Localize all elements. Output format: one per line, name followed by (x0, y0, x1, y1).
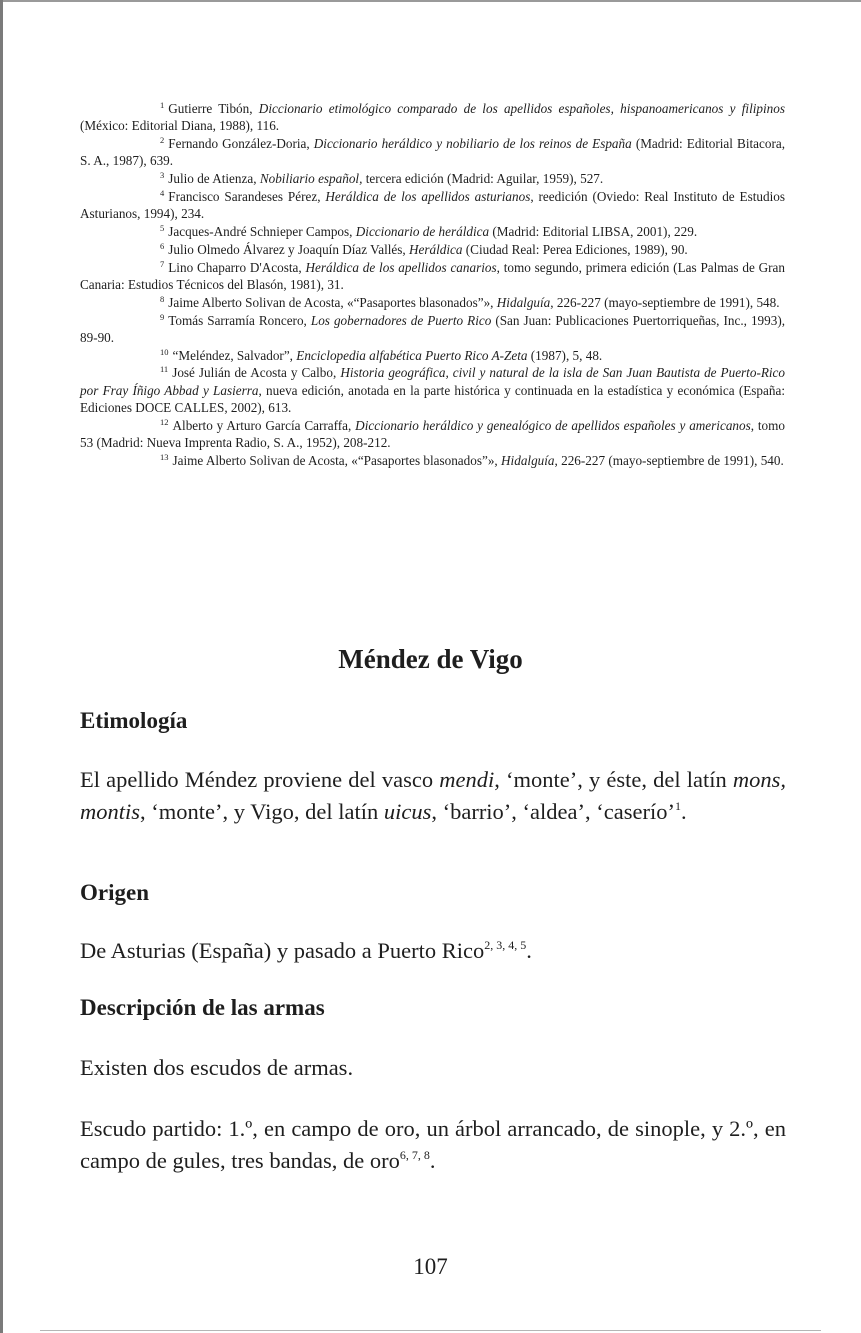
footnote-6: $^6$ Julio Olmedo Álvarez y Joaquín Díaz Vallés, Heráldica (Ciudad Real: Perea Ediciones, 1989), 90. (160, 240, 688, 257)
footnote-4: $^4$ Francisco Sarandeses Pérez, Heráldica de los apellidos asturianos, reedición (Oviedo: Real Instituto de Estudios Asturianos, 1994), 234. (80, 187, 785, 222)
heading-etimologia: Etimología (80, 708, 188, 733)
descripcion-paragraph-2: Escudo partido: 1.º, en campo de oro, un árbol arrancado, de sinople, y 2.º, en campo de gules, tres bandas, de oro$^{6, 7, 8}$. (80, 1116, 786, 1173)
footnote-2: $^2$ Fernando González-Doria, Diccionario heráldico y nobiliario de los reinos de España (Madrid: Editorial Bitacora, S. A., 1987), 639. (80, 135, 785, 169)
footnote-1: $^1$ Gutierre Tibón, Diccionario etimológico comparado de los apellidos españoles, hispanoamericanos y filipinos (México: Editorial Diana, 1988), 116. (80, 100, 785, 134)
footnote-7: $^7$ Lino Chaparro D'Acosta, Heráldica de los apellidos canarios, tomo segundo, primera edición (Las Palmas de Gran Canaria: Estudios Técnicos del Blasón, 1981), 31. (80, 258, 785, 292)
footnote-5: $^5$ Jacques-André Schnieper Campos, Diccionario de heráldica (Madrid: Editorial LIBSA, 2001), 229. (160, 223, 698, 240)
heading-origen: Origen (80, 880, 149, 905)
heading-descripcion: Descripción de las armas (80, 995, 325, 1020)
footnote-12: $^{12}$ Alberto y Arturo García Carraffa, Diccionario heráldico y genealógico de apellidos españoles y americanos, tomo 53 (Madrid: Nueva Imprenta Radio, S. A., 1952), 208-212. (80, 416, 785, 451)
footnote-3: $^3$ Julio de Atienza, Nobiliario español, tercera edición (Madrid: Aguilar, 1959), 527. (160, 170, 604, 187)
page-number: 107 (413, 1254, 448, 1279)
footnotes (80, 100, 785, 470)
footnote-9: $^9$ Tomás Sarramía Roncero, Los gobernadores de Puerto Rico (San Juan: Publicaciones Puertorriqueñas, Inc., 1993), 89-90. (80, 311, 786, 345)
etimologia-paragraph: El apellido Méndez proviene del vasco mendi, ‘monte’, y éste, del latín mons, montis, ‘monte’, y Vigo, del latín uicus, ‘barrio’, ‘aldea’, ‘caserío’$^1$. (80, 767, 787, 824)
origen-paragraph: De Asturias (España) y pasado a Puerto Rico$^{2, 3, 4, 5}$. (80, 938, 532, 963)
footnote-8: $^8$ Jaime Alberto Solivan de Acosta, «“Pasaportes blasonados”», Hidalguía, 226-227 (mayo-septiembre de 1991), 548. (160, 293, 780, 310)
page-edge-bottom (40, 1330, 821, 1331)
page-edge-top (0, 0, 861, 2)
footnote-13: $^{13}$ Jaime Alberto Solivan de Acosta, «“Pasaportes blasonados”», Hidalguía, 226-227 (mayo-septiembre de 1991), 540. (160, 451, 784, 468)
footnote-10: $^{10}$ “Meléndez, Salvador”, Enciclopedia alfabética Puerto Rico A-Zeta (1987), 5, 48. (160, 346, 603, 363)
page-title: Méndez de Vigo (338, 644, 523, 674)
descripcion-paragraph-1: Existen dos escudos de armas. (80, 1055, 354, 1080)
footnote-11: $^{11}$ José Julián de Acosta y Calbo, Historia geográfica, civil y natural de la isla de San Juan Bautista de Puerto-Rico por Fray Íñigo Abbad y Lasierra, nueva edición, anotada en la parte histórica y continuada en la estadística y económica (España: Ediciones DOCE CALLES, 2002), 613. (80, 364, 785, 416)
